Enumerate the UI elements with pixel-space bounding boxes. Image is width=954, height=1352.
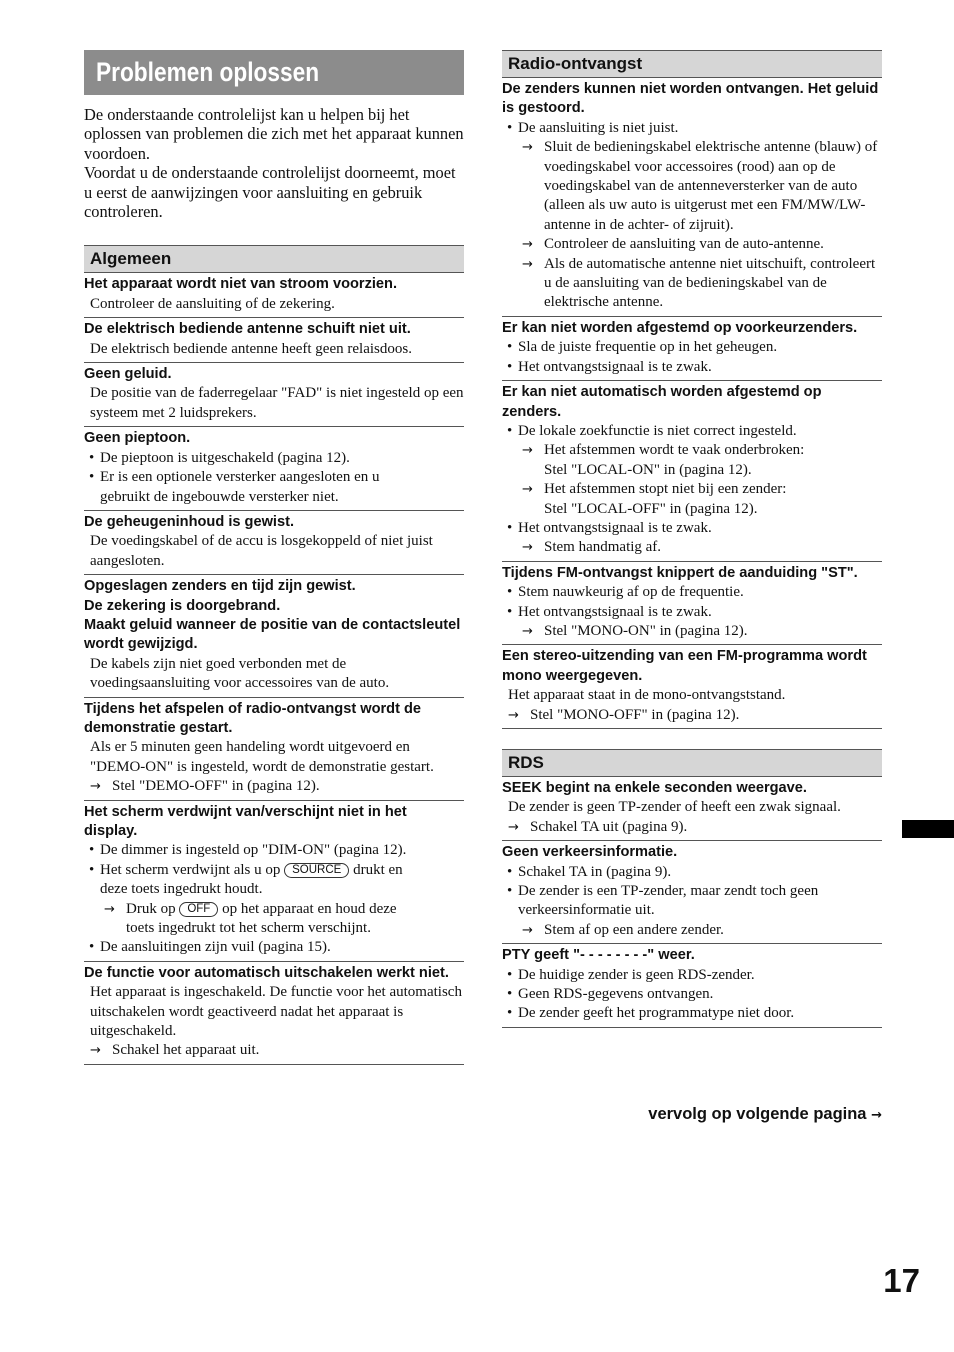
list-item [84, 427, 464, 511]
arrow-icon: → [522, 140, 533, 156]
arrow-icon: → [90, 1043, 101, 1059]
bullet-text: • De aansluiting is niet juist. [502, 119, 882, 138]
problem-heading: PTY geeft "- - - - - - - -" weer. [502, 947, 695, 964]
arrow-icon: → [522, 623, 533, 639]
problem-heading: De elektrisch bediende antenne schuift niet uit. [84, 321, 411, 338]
problem-heading: Een stereo-uitzending van een FM-programma wordt mono weergegeven. [502, 648, 867, 684]
problem-heading: Het apparaat wordt niet van stroom voorzien. [84, 276, 398, 293]
solution-text: De voedingskabel of de accu is losgekoppeld of niet juist aangesloten. [90, 533, 433, 569]
intro-paragraph: Voordat u de onderstaande controlelijst doorneemt, moet u eerst de aanwijzingen voor aansluiting en gebruik controleren. [84, 163, 456, 222]
arrow-icon: → [508, 819, 519, 835]
bullet-continuation: deze toets ingedrukt houdt. [100, 881, 263, 898]
arrow-icon: → [522, 540, 533, 556]
problem-heading: Tijdens FM-ontvangst knippert de aanduiding "ST". [502, 564, 858, 581]
bullet-text: • Sla de juiste frequentie op in het geheugen. [502, 338, 882, 357]
action-line: → Schakel TA uit (pagina 9). [502, 818, 882, 837]
list-item [502, 944, 882, 1028]
action-line: → Stem handmatig af. [502, 538, 882, 557]
solution-text: De elektrisch bediende antenne heeft geen relaisdoos. [90, 340, 412, 357]
bullet-text: • Het scherm verdwijnt als u op SOURCE drukt en [84, 861, 464, 880]
list-item [502, 841, 882, 944]
list-item [84, 511, 464, 575]
arrow-icon: → [522, 443, 533, 459]
source-button-label: SOURCE [284, 863, 349, 878]
problem-heading: Geen pieptoon. [84, 430, 191, 447]
arrow-icon: → [522, 256, 533, 272]
bullet-text: • De zender is een TP-zender, maar zendt toch geen verkeersinformatie uit. [502, 882, 882, 921]
list-item [84, 962, 464, 1065]
action-line: → Het afstemmen stopt niet bij een zender: [502, 480, 882, 499]
action-line: → Stel "DEMO-OFF" in (pagina 12). [84, 777, 464, 796]
action-line: → Stel "MONO-OFF" in (pagina 12). [502, 706, 882, 725]
solution-text: De positie van de faderregelaar "FAD" is niet ingesteld op een systeem met 2 luidsprekers. [90, 385, 464, 421]
problem-heading: De functie voor automatisch uitschakelen werkt niet. [84, 964, 449, 981]
problem-heading: Geen geluid. [84, 366, 172, 383]
section-tab-marker [902, 820, 954, 838]
list-item [84, 273, 464, 318]
arrow-icon: → [522, 922, 533, 938]
arrow-icon: → [522, 237, 533, 253]
bullet-text: • Het ontvangstsignaal is te zwak. [502, 519, 882, 538]
bullet-text: • Er is een optionele versterker aangesloten en u [84, 468, 464, 487]
bullet-text: • De lokale zoekfunctie is niet correct ingesteld. [502, 422, 882, 441]
solution-text: Controleer de aansluiting of de zekering. [90, 295, 335, 312]
bullet-text: • De dimmer is ingesteld op "DIM-ON" (pagina 12). [84, 841, 464, 860]
action-continuation: Stel "LOCAL-OFF" in (pagina 12). [544, 500, 758, 517]
action-continuation: toets ingedrukt tot het scherm verschijnt. [126, 920, 371, 937]
list-item [84, 318, 464, 363]
arrow-icon: → [90, 779, 101, 795]
problem-heading: Opgeslagen zenders en tijd zijn gewist. [84, 578, 356, 595]
bullet-text: • Het ontvangstsignaal is te zwak. [502, 603, 882, 622]
bullet-text: • Het ontvangstsignaal is te zwak. [502, 358, 882, 377]
action-line: → Stem af op een andere zender. [502, 921, 882, 940]
right-column [502, 50, 882, 1028]
action-line: → Het afstemmen wordt te vaak onderbroken: [502, 441, 882, 460]
problem-heading: Er kan niet automatisch worden afgestemd op zenders. [502, 384, 822, 420]
bullet-text: • De aansluitingen zijn vuil (pagina 15). [84, 938, 464, 957]
problem-heading: De geheugeninhoud is gewist. [84, 513, 295, 530]
problem-heading: Het scherm verdwijnt van/verschijnt niet in het display. [84, 803, 407, 839]
solution-text: De kabels zijn niet goed verbonden met de voedingsaansluiting voor accessoires van de auto. [90, 655, 390, 692]
bullet-text: • Geen RDS-gegevens ontvangen. [502, 985, 882, 1004]
arrow-icon: → [508, 707, 519, 723]
list-item [502, 777, 882, 841]
arrow-icon: → [522, 482, 533, 498]
intro-paragraph: De onderstaande controlelijst kan u helpen bij het oplossen van problemen die zich met het apparaat kunnen voordoen. [84, 105, 464, 163]
action-line: → Controleer de aansluiting van de auto-antenne. [502, 235, 882, 254]
bullet-text: • Schakel TA in (pagina 9). [502, 863, 882, 882]
action-line: → Stel "MONO-ON" in (pagina 12). [502, 622, 882, 641]
solution-text: Het apparaat is ingeschakeld. De functie voor het automatisch uitschakelen wordt geactiveerd nadat het apparaat is uitgeschakeld. [90, 984, 462, 1040]
section-header-rds: RDS [502, 749, 882, 777]
list-item [502, 562, 882, 646]
solution-text: Als er 5 minuten geen handeling wordt uitgevoerd en "DEMO-ON" is ingesteld, wordt de demonstratie gestart. [90, 739, 434, 775]
solution-text: Het apparaat staat in de mono-ontvangststand. [508, 687, 786, 704]
list-item [502, 645, 882, 729]
bullet-text: • De zender geeft het programmatype niet door. [502, 1004, 882, 1023]
left-column [84, 50, 464, 1065]
problem-heading: Er kan niet worden afgestemd op voorkeurzenders. [502, 319, 858, 336]
problem-heading: Maakt geluid wanneer de positie van de contactsleutel wordt gewijzigd. [84, 616, 461, 653]
problem-heading: Geen verkeersinformatie. [502, 844, 678, 861]
section-header-algemeen: Algemeen [84, 245, 464, 273]
list-item [84, 801, 464, 962]
section-header-radio: Radio-ontvangst [502, 50, 882, 78]
list-item [502, 317, 882, 381]
arrow-icon: → [104, 901, 115, 917]
list-item [502, 381, 882, 562]
bullet-text: • Stem nauwkeurig af op de frequentie. [502, 583, 882, 602]
problem-heading: SEEK begint na enkele seconden weergave. [502, 780, 807, 796]
continue-note: vervolg op volgende pagina → [648, 1105, 882, 1123]
intro [84, 105, 464, 221]
problem-heading: Tijdens het afspelen of radio-ontvangst wordt de demonstratie gestart. [84, 700, 422, 736]
action-line: → Sluit de bedieningskabel elektrische antenne (blauw) of voedingskabel voor accessoires (rood) aan op de voedingskabel van de antenneversterker van de auto (alleen als uw auto is uitgerust met een FM/MW/LW-antenne in de achter- of zijruit). [522, 139, 878, 233]
page-title: Problemen oplossen [84, 50, 464, 95]
page-number: 17 [883, 1262, 920, 1299]
bullet-text: • De huidige zender is geen RDS-zender. [502, 966, 882, 985]
bullet-continuation: gebruikt de ingebouwde versterker niet. [100, 488, 339, 505]
list-item [84, 363, 464, 427]
off-button-label: OFF [179, 902, 218, 917]
list-item [502, 78, 882, 317]
solution-text: De zender is geen TP-zender of heeft een zwak signaal. [508, 799, 841, 816]
list-item [84, 575, 464, 697]
action-line: → Druk op OFF op het apparaat en houd deze [84, 900, 464, 919]
action-line: → Schakel het apparaat uit. [84, 1041, 464, 1060]
arrow-icon: → [871, 1108, 882, 1123]
action-line: → Als de automatische antenne niet uitschuift, controleert u de aansluiting van de bedieningskabel van de elektrische antenne. [522, 255, 876, 311]
bullet-text: • De pieptoon is uitgeschakeld (pagina 12). [84, 449, 464, 468]
action-continuation: Stel "LOCAL-ON" in (pagina 12). [544, 461, 752, 478]
list-item [84, 698, 464, 801]
problem-heading: De zekering is doorgebrand. [84, 597, 281, 614]
problem-heading: De zenders kunnen niet worden ontvangen. Het geluid is gestoord. [502, 81, 879, 117]
